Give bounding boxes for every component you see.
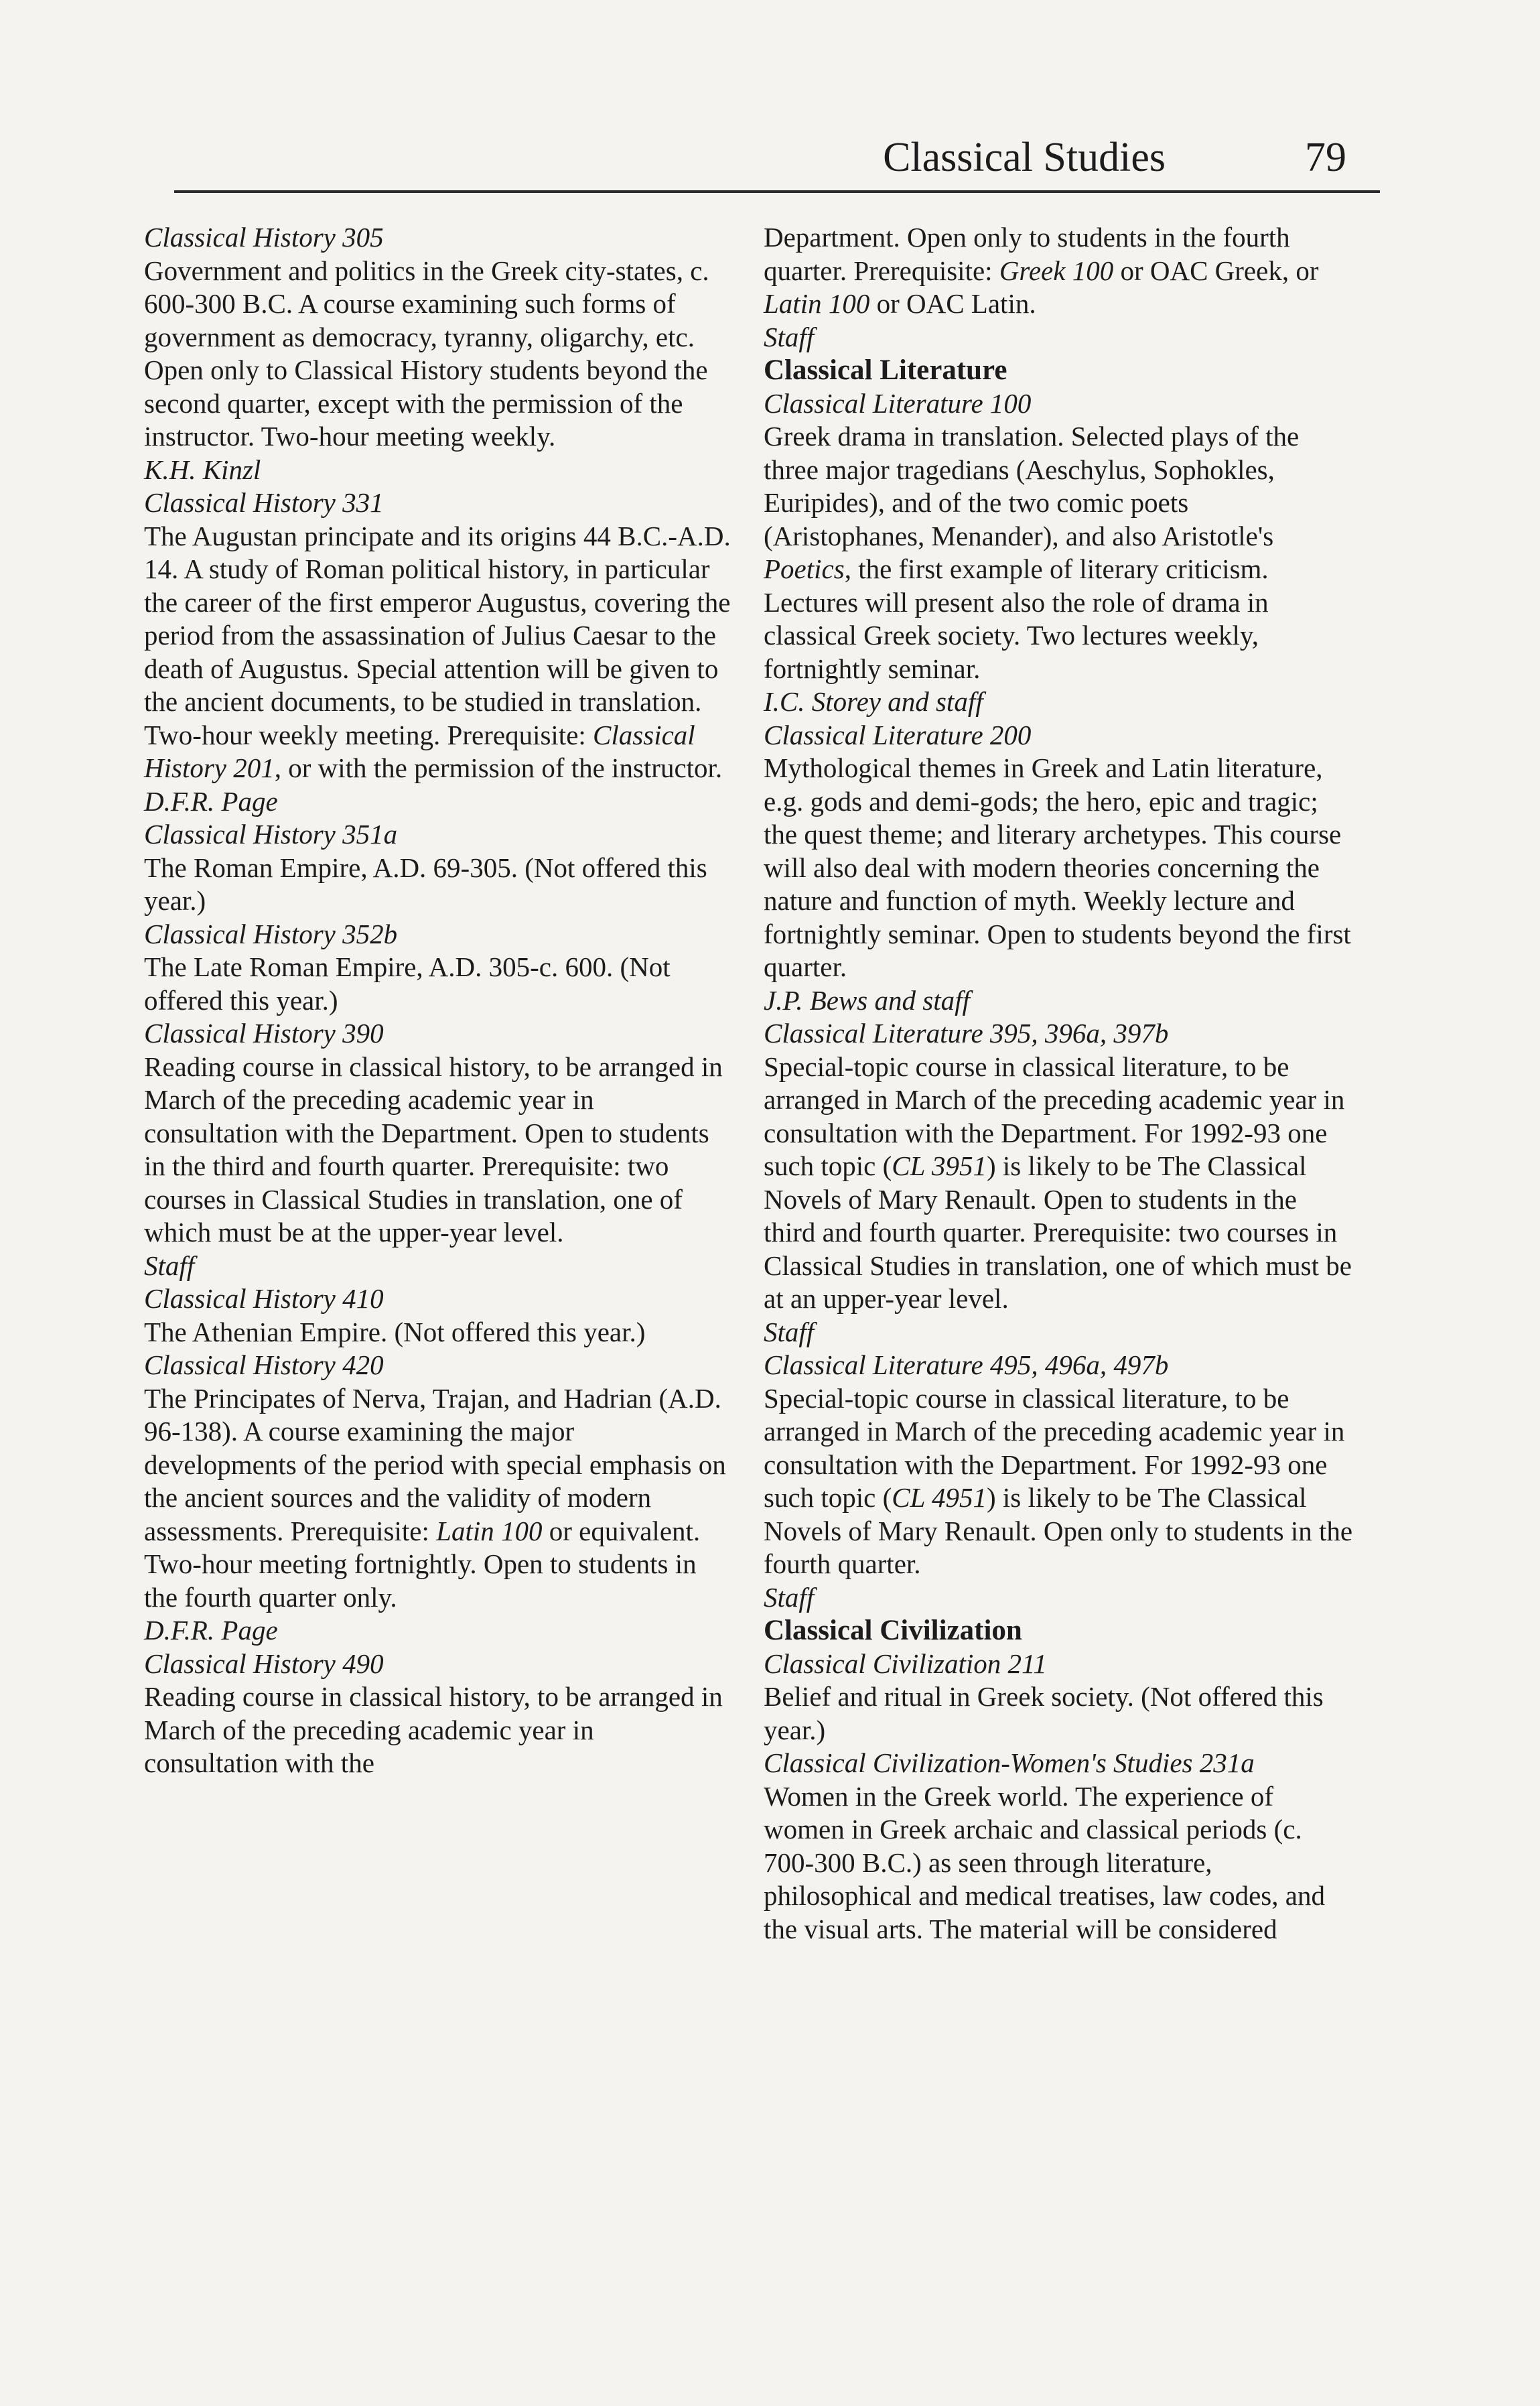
description-italic: Latin 100 <box>436 1515 543 1546</box>
course-instructor: D.F.R. Page <box>144 1615 278 1646</box>
course-entry <box>144 818 733 918</box>
description-text: ) is likely to be The Classical Novels of Mary Renault. Open only to students in the fourth quarter. <box>764 1482 1353 1579</box>
course-title: Classical Civilization-Women's Studies 231a <box>764 1747 1255 1778</box>
course-description: Reading course in classical history, to be arranged in March of the preceding academic year in consultation with the <box>144 1681 723 1778</box>
course-title: Classical History 331 <box>144 487 384 518</box>
course-title: Classical Literature 100 <box>764 387 1032 419</box>
course-instructor: Staff <box>764 321 815 352</box>
description-text: Special-topic course in classical literature, to be arranged in March of the preceding academic year in consultation with the Department. For 1992-93 one such topic ( <box>764 1382 1345 1513</box>
course-entry <box>764 1648 1353 1747</box>
description-italic: CL 4951 <box>892 1482 987 1513</box>
description-text: Department. Open only to students in the fourth quarter. Prerequisite: <box>764 222 1290 286</box>
course-description: Women in the Greek world. The experience of women in Greek archaic and classical periods (c. 700-300 B.C.) as seen through literature, philosophical and medical treatises, law codes, and the visual arts. The material will be considered <box>764 1780 1325 1944</box>
section-heading: Classical Civilization <box>764 1615 1022 1646</box>
course-title: Classical History 490 <box>144 1648 384 1679</box>
description-text: or OAC Latin. <box>869 288 1036 319</box>
course-description <box>764 1051 1352 1315</box>
description-text: The Augustan principate and its origins 44 B.C.-A.D. 14. A study of Roman political history, in particular the career of the first emperor Augustus, covering the period from the assassination of Julius Caesar to the death of Augustus. Special attention will be given to the ancient documents, to be studied in translation. Two-hour weekly meeting. Prerequisite: <box>144 520 731 750</box>
course-entry <box>764 719 1353 1018</box>
description-text: , the first example of literary criticism. Lectures will present also the role of drama in classical Greek society. Two lectures weekly, fortnightly seminar. <box>764 553 1269 684</box>
course-instructor: Staff <box>764 1316 815 1347</box>
description-italic: Greek 100 <box>999 255 1114 286</box>
description-italic: Classical History 201 <box>144 719 695 783</box>
page-header <box>174 127 1380 194</box>
course-entry <box>764 387 1353 719</box>
course-entry <box>144 1017 733 1282</box>
course-description <box>764 421 1299 684</box>
description-text: Special-topic course in classical literature, to be arranged in March of the preceding academic year in consultation with the Department. For 1992-93 one such topic ( <box>764 1051 1345 1181</box>
course-entry <box>764 1747 1353 1946</box>
course-title: Classical History 352b <box>144 918 398 949</box>
description-text: , or with the permission of the instructor. <box>274 752 723 783</box>
course-entry <box>764 1017 1353 1349</box>
section-heading: Classical Literature <box>764 354 1007 386</box>
course-entry-continued <box>764 221 1353 354</box>
course-title: Classical History 305 <box>144 222 384 253</box>
course-entry <box>144 486 733 818</box>
course-instructor: K.H. Kinzl <box>144 454 261 485</box>
description-text: ) is likely to be The Classical Novels of Mary Renault. Open to students in the third and fourth quarter. Prerequisite: two courses in Classical Studies in translation, one of which must be at an upper-year level. <box>764 1150 1352 1314</box>
course-title: Classical Literature 395, 396a, 397b <box>764 1018 1169 1049</box>
course-description <box>764 222 1318 319</box>
course-description <box>764 1383 1352 1580</box>
description-text: or OAC Greek, or <box>1113 255 1319 286</box>
course-description: Mythological themes in Greek and Latin literature, e.g. gods and demi-gods; the hero, epic and tragic; the quest theme; and literary archetypes. This course will also deal with modern theories concerning the nature and function of myth. Weekly lecture and fortnightly seminar. Open to students beyond the first quarter. <box>764 752 1351 982</box>
course-instructor: D.F.R. Page <box>144 785 278 817</box>
course-title: Classical History 390 <box>144 1018 384 1049</box>
page-number: 79 <box>1305 135 1346 180</box>
course-instructor: I.C. Storey and staff <box>764 686 983 717</box>
course-entry <box>764 1349 1353 1614</box>
course-title: Classical History 410 <box>144 1283 384 1314</box>
course-description: Government and politics in the Greek city-states, c. 600-300 B.C. A course examining such forms of government as democracy, tyranny, oligarchy, etc. Open only to Classical History students beyond the second quarter, except with the permission of the instructor. Two-hour meeting weekly. <box>144 255 709 452</box>
course-description: Belief and ritual in Greek society. (Not offered this year.) <box>764 1681 1324 1745</box>
right-column <box>764 221 1353 1946</box>
course-description: The Late Roman Empire, A.D. 305-c. 600. (Not offered this year.) <box>144 951 671 1016</box>
course-entry <box>144 918 733 1018</box>
description-text: The Principates of Nerva, Trajan, and Hadrian (A.D. 96-138). A course examining the major developments of the period with special emphasis on the ancient sources and the validity of modern assessments. Prerequisite: <box>144 1382 726 1546</box>
description-italic: Latin 100 <box>764 288 870 319</box>
course-entry <box>144 1349 733 1648</box>
course-title: Classical Literature 200 <box>764 719 1032 750</box>
header-rule <box>174 190 1380 193</box>
course-title: Classical History 420 <box>144 1349 384 1380</box>
course-entry <box>144 1282 733 1349</box>
course-description <box>144 521 731 784</box>
course-title: Classical Literature 495, 496a, 497b <box>764 1349 1169 1380</box>
course-description: The Roman Empire, A.D. 69-305. (Not offered this year.) <box>144 852 707 916</box>
course-entry <box>144 221 733 486</box>
course-instructor: Staff <box>764 1581 815 1613</box>
description-text: or equivalent. Two-hour meeting fortnightly. Open to students in the fourth quarter only. <box>144 1515 701 1613</box>
course-description: The Athenian Empire. (Not offered this year.) <box>144 1316 646 1347</box>
description-text: Greek drama in translation. Selected plays of the three major tragedians (Aeschylus, Sophokles, Euripides), and of the two comic poets (Aristophanes, Menander), and also Aristotle's <box>764 421 1300 551</box>
course-instructor: Staff <box>144 1250 195 1281</box>
course-title: Classical History 351a <box>144 819 398 850</box>
course-title: Classical Civilization 211 <box>764 1648 1047 1679</box>
left-column <box>144 221 733 1780</box>
course-description: Reading course in classical history, to be arranged in March of the preceding academic year in consultation with the Department. Open to students in the third and fourth quarter. Prerequisite: two courses in Classical Studies in translation, one of which must be at the upper-year level. <box>144 1051 723 1248</box>
description-italic: CL 3951 <box>892 1150 987 1181</box>
course-description <box>144 1383 726 1613</box>
running-header-title: Classical Studies <box>883 135 1166 180</box>
description-italic: Poetics <box>764 553 845 584</box>
course-instructor: J.P. Bews and staff <box>764 984 970 1016</box>
course-entry <box>144 1648 733 1780</box>
